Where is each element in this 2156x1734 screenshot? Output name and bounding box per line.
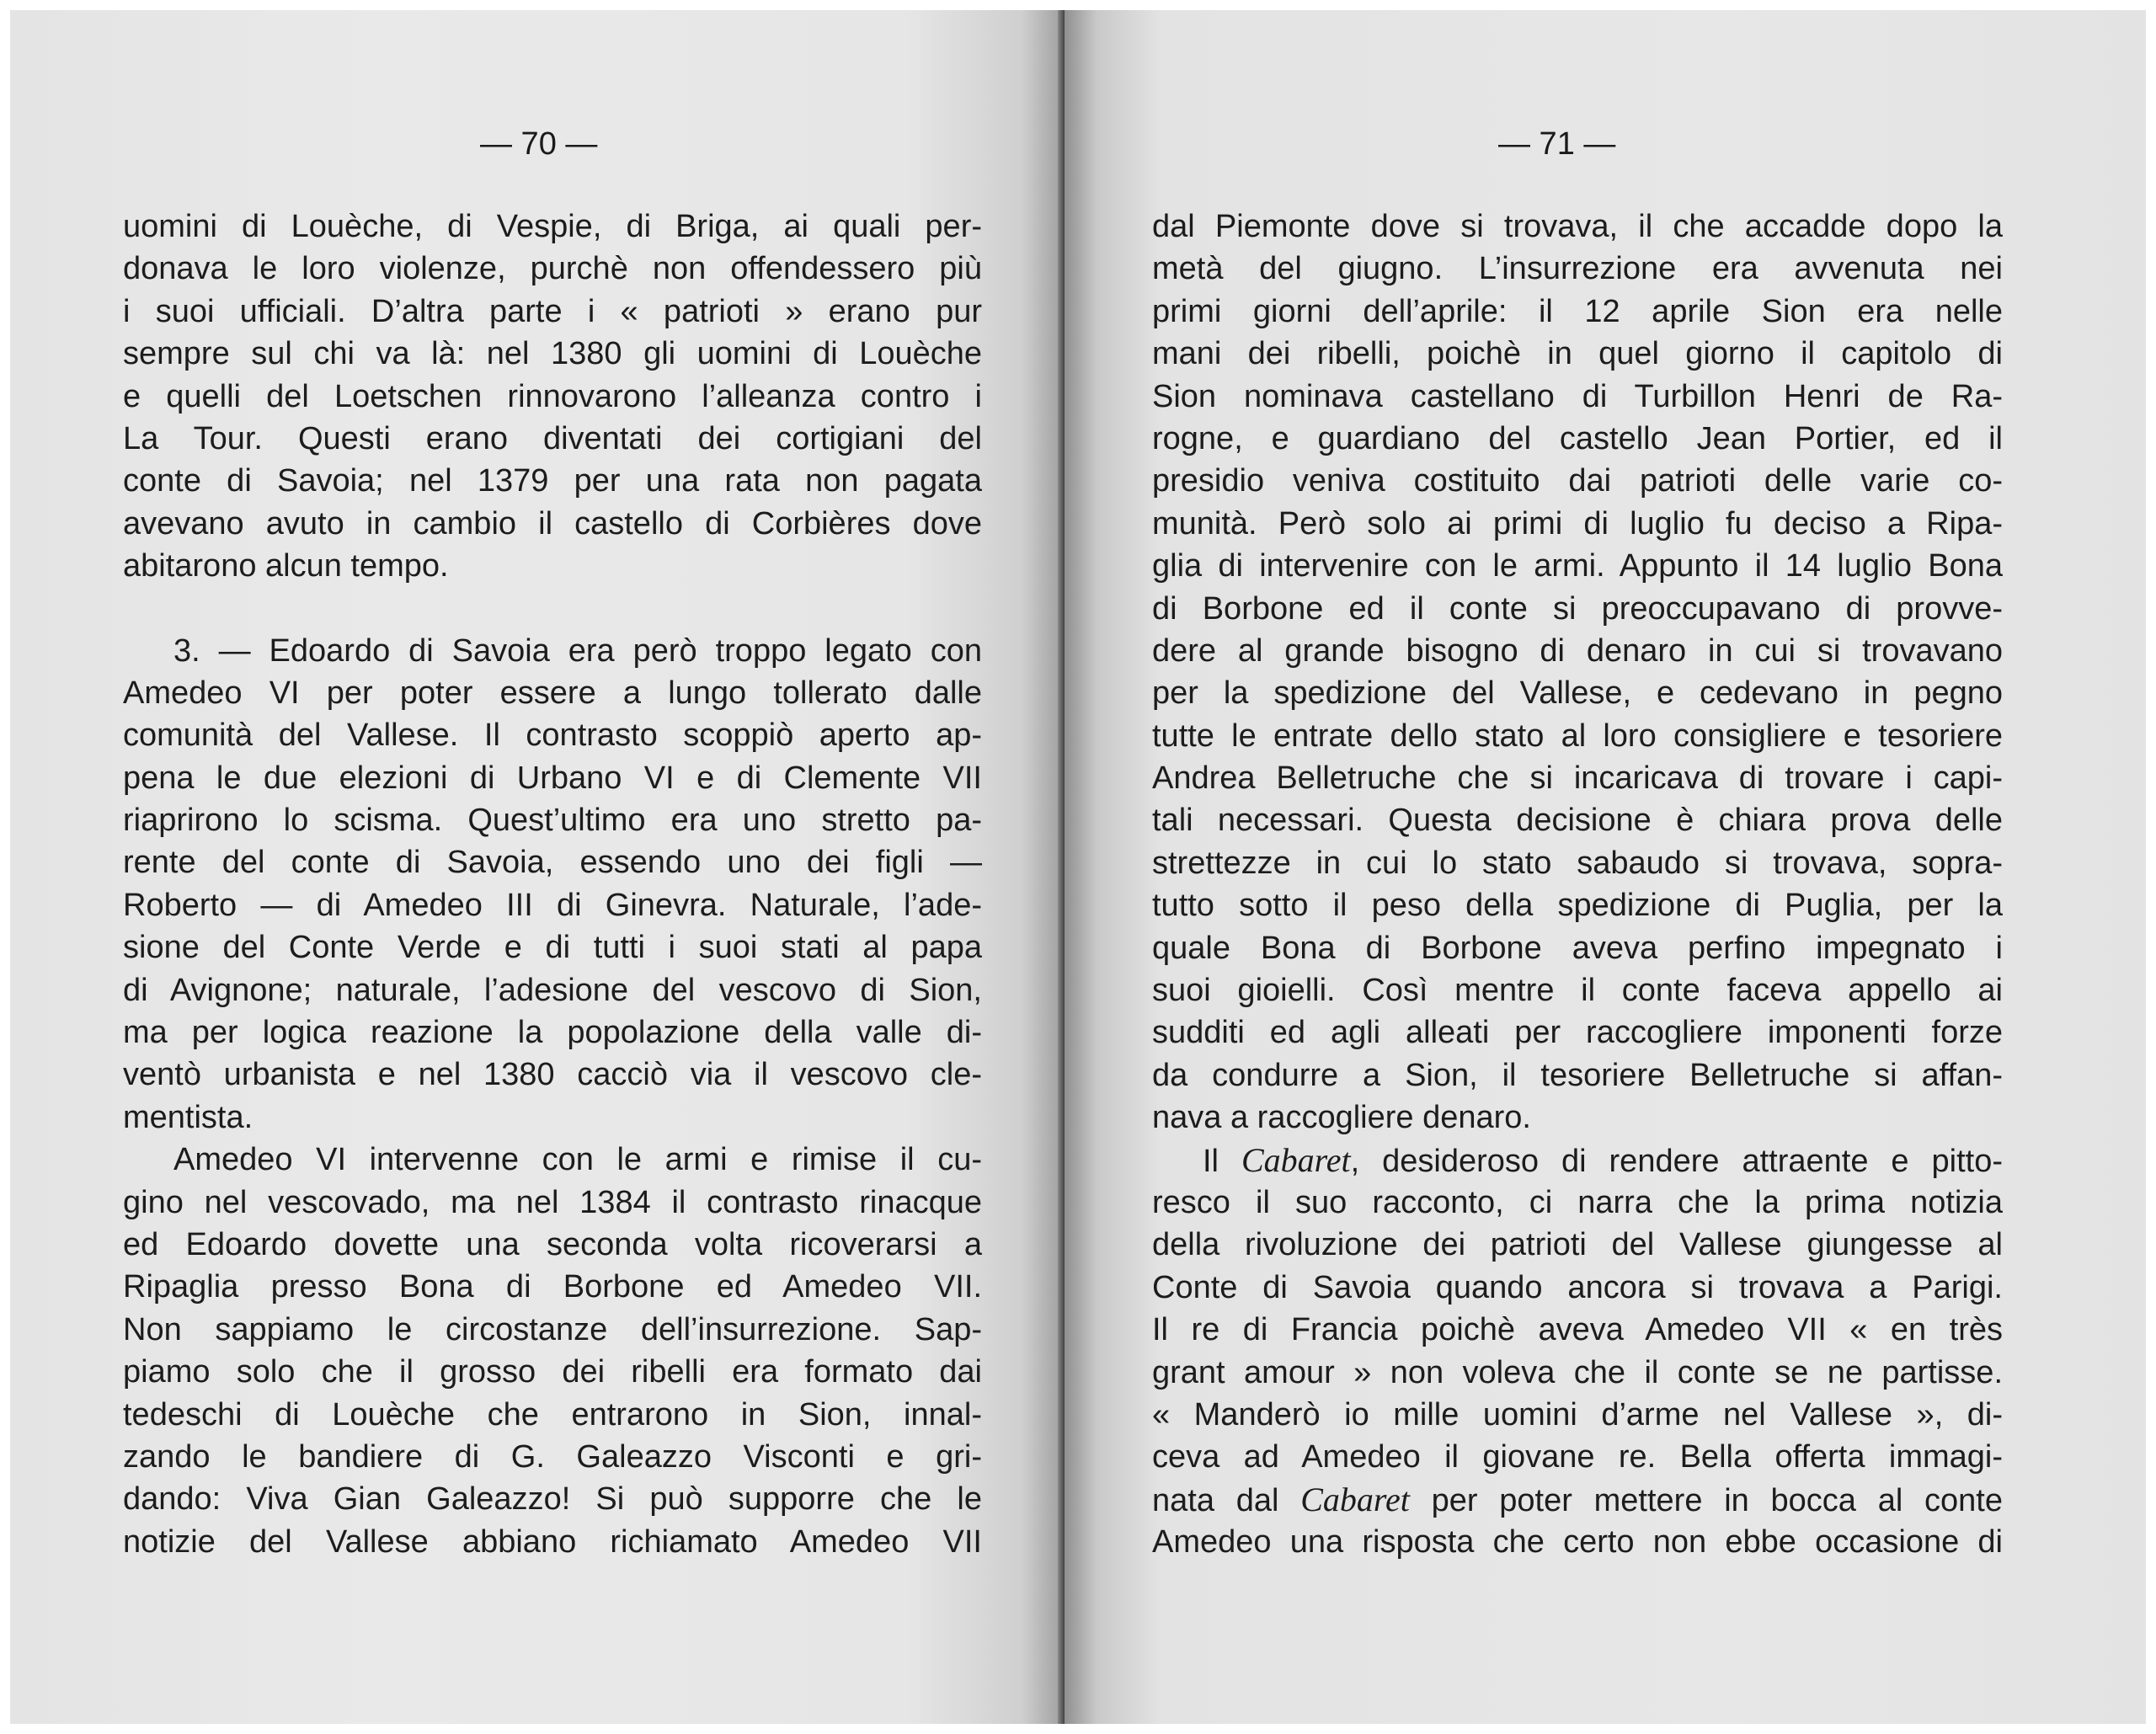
section-start-line: 3. — Edoardo di Savoia era però troppo legato con (173, 632, 982, 669)
paragraph-start-line (1152, 1139, 2003, 1182)
italic-source-name: Cabaret (1241, 1140, 1351, 1179)
text-line: dere al grande bisogno di denaro in cui si trovavano (1152, 632, 2003, 669)
text-line: per la spedizione del Vallese, e cedevano in pegno (1152, 675, 2003, 712)
text-run: nata dal (1152, 1482, 1301, 1518)
text-line: dal Piemonte dove si trovava, il che accadde dopo la (1152, 209, 2003, 244)
text-line: tutte le entrate dello stato al loro consigliere e tesoriere (1152, 718, 2003, 754)
page-number: — 71 — (1498, 126, 1616, 162)
text-line: presidio veniva costituito dai patrioti delle varie co- (1152, 463, 2003, 499)
text-line: strettezze in cui lo stato sabaudo si trovava, sopra- (1152, 845, 2003, 881)
text-line: mani dei ribelli, poichè in quel giorno il capitolo di (1152, 336, 2003, 372)
text-line: tedeschi di Louèche che entrarono in Sion, innal- (123, 1396, 982, 1433)
text-line: sempre sul chi va là: nel 1380 gli uomini di Louèche (123, 336, 982, 372)
text-line: Ripaglia presso Bona di Borbone ed Amedeo VII. (123, 1269, 982, 1305)
text-run: , desideroso di rendere attraente e pitto- (1350, 1143, 2003, 1179)
text-line: sione del Conte Verde e di tutti i suoi stati al papa (123, 930, 982, 966)
text-line: Amedeo VI per poter essere a lungo tollerato dalle (123, 675, 982, 711)
text-line: tutto sotto il peso della spedizione di Puglia, per la (1152, 888, 2003, 924)
text-line: Il re di Francia poichè aveva Amedeo VII « en très (1152, 1312, 2003, 1348)
text-line: zando le bandiere di G. Galeazzo Visconti e gri- (123, 1438, 982, 1475)
text-line: tali necessari. Questa decisione è chiara prova delle (1152, 803, 2003, 839)
text-line (1152, 1479, 2003, 1521)
text-line: mentista. (123, 1099, 253, 1135)
text-line: suoi gioielli. Così mentre il conte faceva appello ai (1152, 973, 2003, 1009)
text-line: Andrea Belletruche che si incaricava di trovare i capi- (1152, 760, 2003, 797)
left-page (10, 10, 1065, 1724)
text-line: Conte di Savoia quando ancora si trovava a Parigi. (1152, 1269, 2003, 1305)
text-line: donava le loro violenze, purchè non offendessero più (123, 251, 982, 287)
text-line: primi giorni dell’aprile: il 12 aprile Sion era nelle (1152, 293, 2003, 329)
text-line: munità. Però solo ai primi di luglio fu deciso a Ripa- (1152, 505, 2003, 542)
left-page-body (123, 205, 982, 1563)
text-line: abitarono alcun tempo. (123, 548, 449, 584)
text-line: di Avignone; naturale, l’adesione del vescovo di Sion, (123, 972, 982, 1008)
text-line: Amedeo una risposta che certo non ebbe occasione di (1152, 1524, 2003, 1561)
text-line: riaprirono lo scisma. Quest’ultimo era uno stretto pa- (123, 803, 982, 839)
text-line: piamo solo che il grosso dei ribelli era formato dai (123, 1354, 982, 1390)
text-line: nava a raccogliere denaro. (1152, 1100, 1531, 1136)
text-line: avevano avuto in cambio il castello di Corbières dove (123, 505, 982, 542)
right-page (1065, 10, 2146, 1724)
text-line: notizie del Vallese abbiano richiamato Amedeo VII (123, 1523, 982, 1560)
text-line: pena le due elezioni di Urbano VI e di Clemente VII (123, 760, 982, 796)
text-line: Roberto — di Amedeo III di Ginevra. Naturale, l’ade- (123, 887, 982, 923)
text-line: e quelli del Loetschen rinnovarono l’alleanza contro i (123, 378, 982, 414)
paragraph-gap (123, 588, 982, 630)
text-line: ceva ad Amedeo il giovane re. Bella offerta immagi- (1152, 1439, 2003, 1475)
text-line: Sion nominava castellano di Turbillon Henri de Ra- (1152, 378, 2003, 414)
text-run: per poter mettere in bocca al conte (1409, 1482, 2003, 1518)
text-line: resco il suo racconto, ci narra che la prima notizia (1152, 1184, 2003, 1220)
text-line: quale Bona di Borbone aveva perfino impegnato i (1152, 930, 2003, 966)
text-line: Non sappiamo le circostanze dell’insurrezione. Sap- (123, 1311, 982, 1347)
text-line: « Manderò io mille uomini d’arme nel Vallese », di- (1152, 1396, 2003, 1433)
right-page-body (1152, 205, 2003, 1564)
text-line: sudditi ed agli alleati per raccogliere imponenti forze (1152, 1015, 2003, 1051)
text-line: ventò urbanista e nel 1380 cacciò via il vescovo cle- (123, 1057, 982, 1093)
page-number: — 70 — (480, 126, 598, 162)
text-line: La Tour. Questi erano diventati dei cortigiani del (123, 420, 982, 456)
book-spread (10, 10, 2146, 1724)
text-line: gino nel vescovado, ma nel 1384 il contrasto rinacque (123, 1184, 982, 1220)
paragraph-start-line: Amedeo VI intervenne con le armi e rimise il cu- (173, 1142, 982, 1178)
text-line: grant amour » non voleva che il conte se ne partisse. (1152, 1354, 2003, 1390)
text-line: ma per logica reazione la popolazione della valle di- (123, 1015, 982, 1051)
text-line: rente del conte di Savoia, essendo uno dei figli — (123, 845, 982, 881)
text-line: metà del giugno. L’insurrezione era avvenuta nei (1152, 251, 2003, 287)
text-line: i suoi ufficiali. D’altra parte i « patrioti » erano pur (123, 293, 982, 329)
italic-source-name: Cabaret (1300, 1480, 1410, 1518)
text-line: uomini di Louèche, di Vespie, di Briga, ai quali per- (123, 209, 982, 244)
text-line: rogne, e guardiano del castello Jean Portier, ed il (1152, 420, 2003, 456)
text-line: ed Edoardo dovette una seconda volta ricoverarsi a (123, 1226, 982, 1262)
text-line: di Borbone ed il conte si preoccupavano di provve- (1152, 590, 2003, 627)
text-line: conte di Savoia; nel 1379 per una rata non pagata (123, 463, 982, 499)
text-line: comunità del Vallese. Il contrasto scoppiò aperto ap- (123, 718, 982, 754)
text-line: della rivoluzione dei patrioti del Vallese giungesse al (1152, 1227, 2003, 1263)
text-run: Il (1203, 1143, 1241, 1179)
text-line: glia di intervenire con le armi. Appunto il 14 luglio Bona (1152, 548, 2003, 584)
text-line: dando: Viva Gian Galeazzo! Si può supporre che le (123, 1481, 982, 1518)
text-line: da condurre a Sion, il tesoriere Belletruche si affan- (1152, 1057, 2003, 1093)
